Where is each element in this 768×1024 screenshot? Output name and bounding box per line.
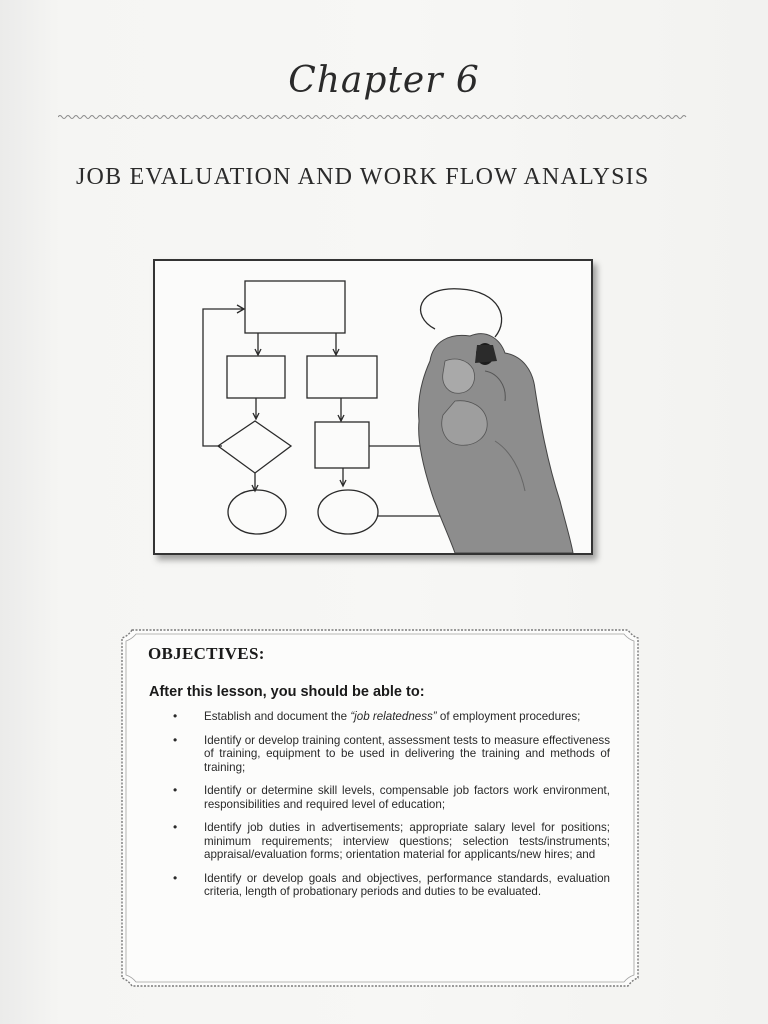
flowchart-box-top xyxy=(245,281,345,333)
bullet-icon: • xyxy=(173,870,178,885)
flowchart-box-left xyxy=(227,356,285,398)
bullet-icon: • xyxy=(173,783,178,797)
flowchart-box-right xyxy=(307,356,377,398)
list-item: • Identify or develop goals and objectives, performance standards, evaluation criteria, length of probationary periods and duties to be evaluated. xyxy=(173,870,610,898)
flowchart-open-ellipse xyxy=(421,289,502,337)
bullet-icon: • xyxy=(173,732,178,747)
flowchart-illustration xyxy=(153,259,593,555)
bullet-icon: • xyxy=(173,709,178,723)
list-item: • Identify or determine skill levels, compensable job factors work environment, responsibilities and required level of education; xyxy=(173,783,610,811)
bullet-icon: • xyxy=(173,820,178,834)
chapter-heading: Chapter 6 xyxy=(288,60,480,101)
list-item: • Identify or develop training content, assessment tests to measure effectiveness of training, equipment to be used in delivering the training and methods of training; xyxy=(173,732,610,774)
objectives-lead: After this lesson, you should be able to: xyxy=(149,684,425,700)
flowchart-decision xyxy=(218,421,291,473)
decorative-rule xyxy=(58,112,688,122)
list-item: • Establish and document the “job relatedness” of employment procedures; xyxy=(173,709,581,723)
flowchart-terminal-right xyxy=(318,490,378,534)
objectives-heading: OBJECTIVES: xyxy=(148,644,265,663)
flowchart-terminal-left xyxy=(228,490,286,534)
flowchart-box-lower xyxy=(315,422,369,468)
chapter-title: JOB EVALUATION AND WORK FLOW ANALYSIS xyxy=(76,164,650,190)
objectives-list xyxy=(173,710,610,909)
objectives-panel xyxy=(118,622,642,994)
hand-icon xyxy=(418,334,573,553)
list-item: • Identify job duties in advertisements; appropriate salary level for positions; minimum requirements; interview questions; selection tests/instruments; appraisal/evaluation forms; orientation material for applicants/new hires; and xyxy=(173,820,610,861)
